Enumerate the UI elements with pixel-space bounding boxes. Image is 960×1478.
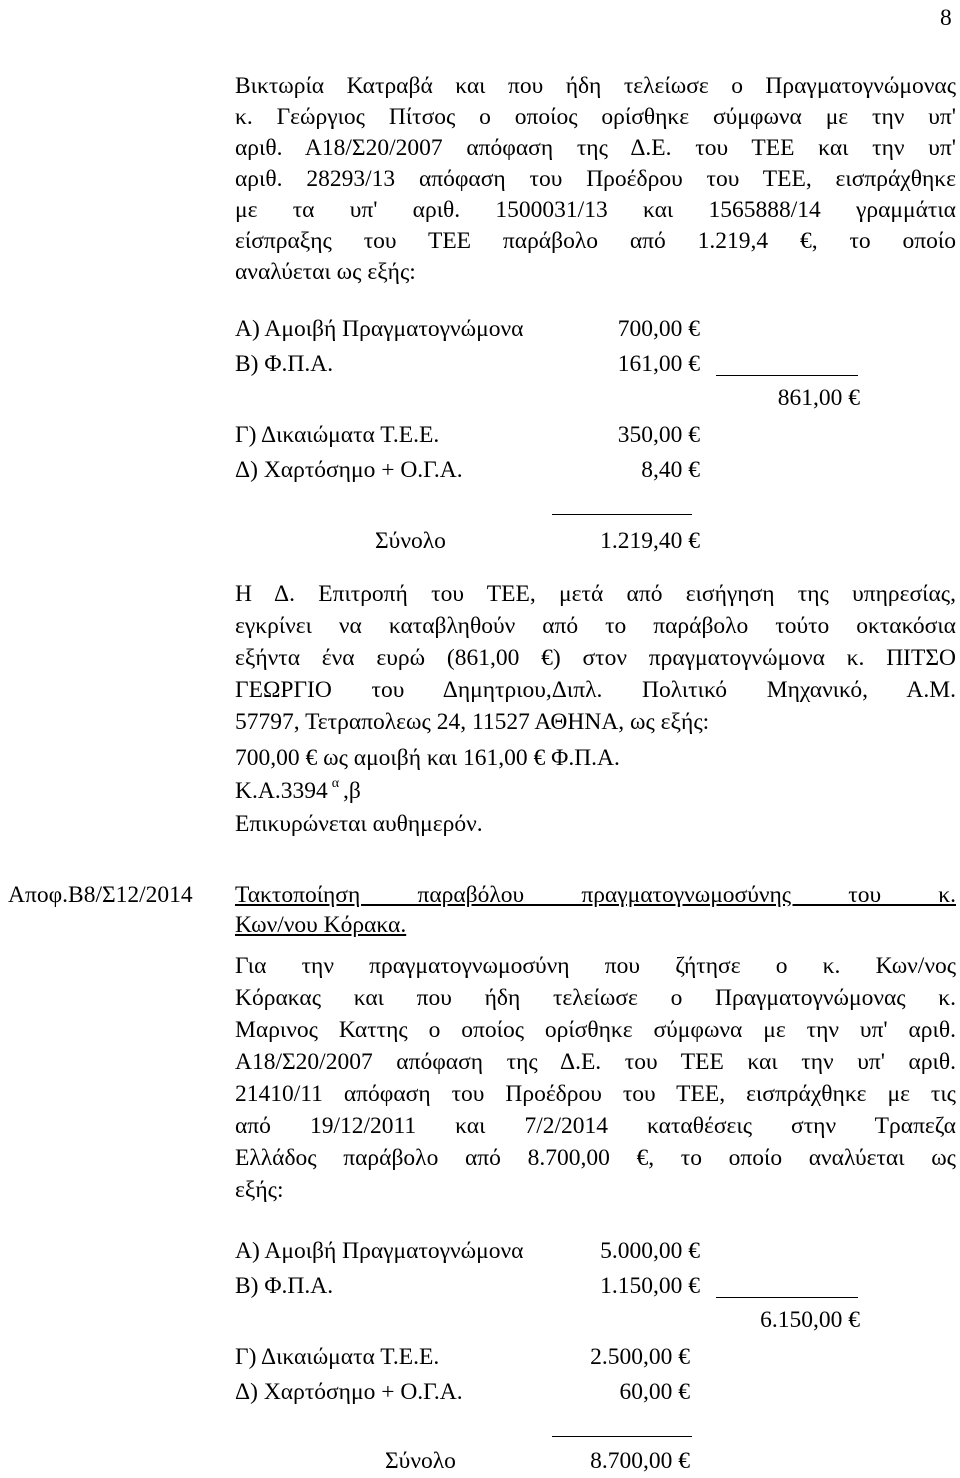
stamp-duty-label: Δ) Χαρτόσημο + Ο.Γ.Α. xyxy=(235,1379,463,1405)
ratified-text: Επικυρώνεται αυθημερόν. xyxy=(235,811,483,837)
total-value: 8.700,00 € xyxy=(590,1448,690,1474)
title-line: Τακτοποίηση παραβόλου πραγματογνωμοσύνης του κ. xyxy=(235,882,956,908)
text-line: εξής: xyxy=(235,1177,284,1203)
page-number: 8 xyxy=(940,5,952,31)
text-line: Η Δ. Επιτροπή του ΤΕΕ, μετά από εισήγηση της υπηρεσίας, xyxy=(235,581,956,607)
text-line: 57797, Τετραπολεως 24, 11527 ΑΘΗΝΑ, ως εξής: xyxy=(235,709,710,735)
subtotal-value: 6.150,00 € xyxy=(760,1307,860,1333)
text-line: αναλύεται ως εξής: xyxy=(235,259,416,285)
total-label: Σύνολο xyxy=(375,528,446,554)
text-line: εξήντα ένα ευρώ (861,00 €) στον πραγματογνώμονα κ. ΠΙΤΣΟ xyxy=(235,645,956,671)
text-line: αριθ. 28293/13 απόφαση του Προέδρου του ΤΕΕ, εισπράχθηκε xyxy=(235,166,956,192)
text-line: Ελλάδος παράβολο από 8.700,00 €, το οποίο αναλύεται ως xyxy=(235,1145,956,1171)
subtotal-rule xyxy=(716,375,858,376)
fee-label: Α) Αμοιβή Πραγματογνώμονα xyxy=(235,1238,524,1264)
text-line: είσπραξης του ΤΕΕ παράβολο από 1.219,4 €, το οποίο xyxy=(235,228,956,254)
subtotal-rule xyxy=(716,1297,858,1298)
subtotal-value: 861,00 € xyxy=(777,385,860,411)
vat-value: 1.150,00 € xyxy=(600,1273,700,1299)
text-line: κ. Γεώργιος Πίτσος ο οποίος ορίσθηκε σύμφωνα με την υπ' xyxy=(235,104,956,130)
budget-code-sup: α xyxy=(331,776,340,792)
vat-label: Β) Φ.Π.Α. xyxy=(235,1273,334,1299)
text-line: Α18/Σ20/2007 απόφαση της Δ.Ε. του ΤΕΕ και την υπ' αριθ. xyxy=(235,1049,956,1075)
text-line: από 19/12/2011 και 7/2/2014 καταθέσεις στην Τραπεζα xyxy=(235,1113,956,1139)
tee-fees-label: Γ) Δικαιώματα Τ.Ε.Ε. xyxy=(235,1344,440,1370)
stamp-duty-label: Δ) Χαρτόσημο + Ο.Γ.Α. xyxy=(235,457,463,483)
budget-code-suffix: ,β xyxy=(343,778,361,804)
text-line: εγκρίνει να καταβληθούν από το παράβολο τούτο οκτακόσια xyxy=(235,613,956,639)
tee-fees-label: Γ) Δικαιώματα Τ.Ε.Ε. xyxy=(235,422,440,448)
total-value: 1.219,40 € xyxy=(600,528,700,554)
budget-code xyxy=(235,777,361,805)
stamp-duty-value: 60,00 € xyxy=(619,1379,690,1405)
text-line: Για την πραγματογνωμοσύνη που ζήτησε ο κ. Κων/νος xyxy=(235,953,956,979)
total-rule xyxy=(552,514,692,515)
text-line: Κόρακας και που ήδη τελείωσε ο Πραγματογνώμονας κ. xyxy=(235,985,956,1011)
text-line: 21410/11 απόφαση του Προέδρου του ΤΕΕ, εισπράχθηκε με τις xyxy=(235,1081,956,1107)
budget-code-prefix: Κ.Α.3394 xyxy=(235,778,328,804)
text-line: αριθ. Α18/Σ20/2007 απόφαση της Δ.Ε. του ΤΕΕ και την υπ' xyxy=(235,135,956,161)
tee-fees-value: 350,00 € xyxy=(617,422,700,448)
decision-reference: Αποφ.Β8/Σ12/2014 xyxy=(8,882,193,908)
tee-fees-value: 2.500,00 € xyxy=(590,1344,690,1370)
payment-line: 700,00 € ως αμοιβή και 161,00 € Φ.Π.Α. xyxy=(235,745,620,771)
total-label: Σύνολο xyxy=(385,1448,456,1474)
stamp-duty-value: 8,40 € xyxy=(641,457,700,483)
title-line: Κων/νου Κόρακα. xyxy=(235,912,407,938)
fee-value: 5.000,00 € xyxy=(600,1238,700,1264)
fee-value: 700,00 € xyxy=(617,316,700,342)
text-line: Βικτωρία Κατραβά και που ήδη τελείωσε ο Πραγματογνώμονας xyxy=(235,73,956,99)
total-rule xyxy=(552,1436,692,1437)
fee-label: Α) Αμοιβή Πραγματογνώμονα xyxy=(235,316,524,342)
vat-value: 161,00 € xyxy=(617,351,700,377)
text-line: με τα υπ' αριθ. 1500031/13 και 1565888/14 γραμμάτια xyxy=(235,197,956,223)
text-line: Μαρινος Καττης ο οποίος ορίσθηκε σύμφωνα με την υπ' αριθ. xyxy=(235,1017,956,1043)
vat-label: Β) Φ.Π.Α. xyxy=(235,351,334,377)
text-line: ΓΕΩΡΓΙΟ του Δημητριου,Διπλ. Πολιτικό Μηχανικό, Α.Μ. xyxy=(235,677,956,703)
